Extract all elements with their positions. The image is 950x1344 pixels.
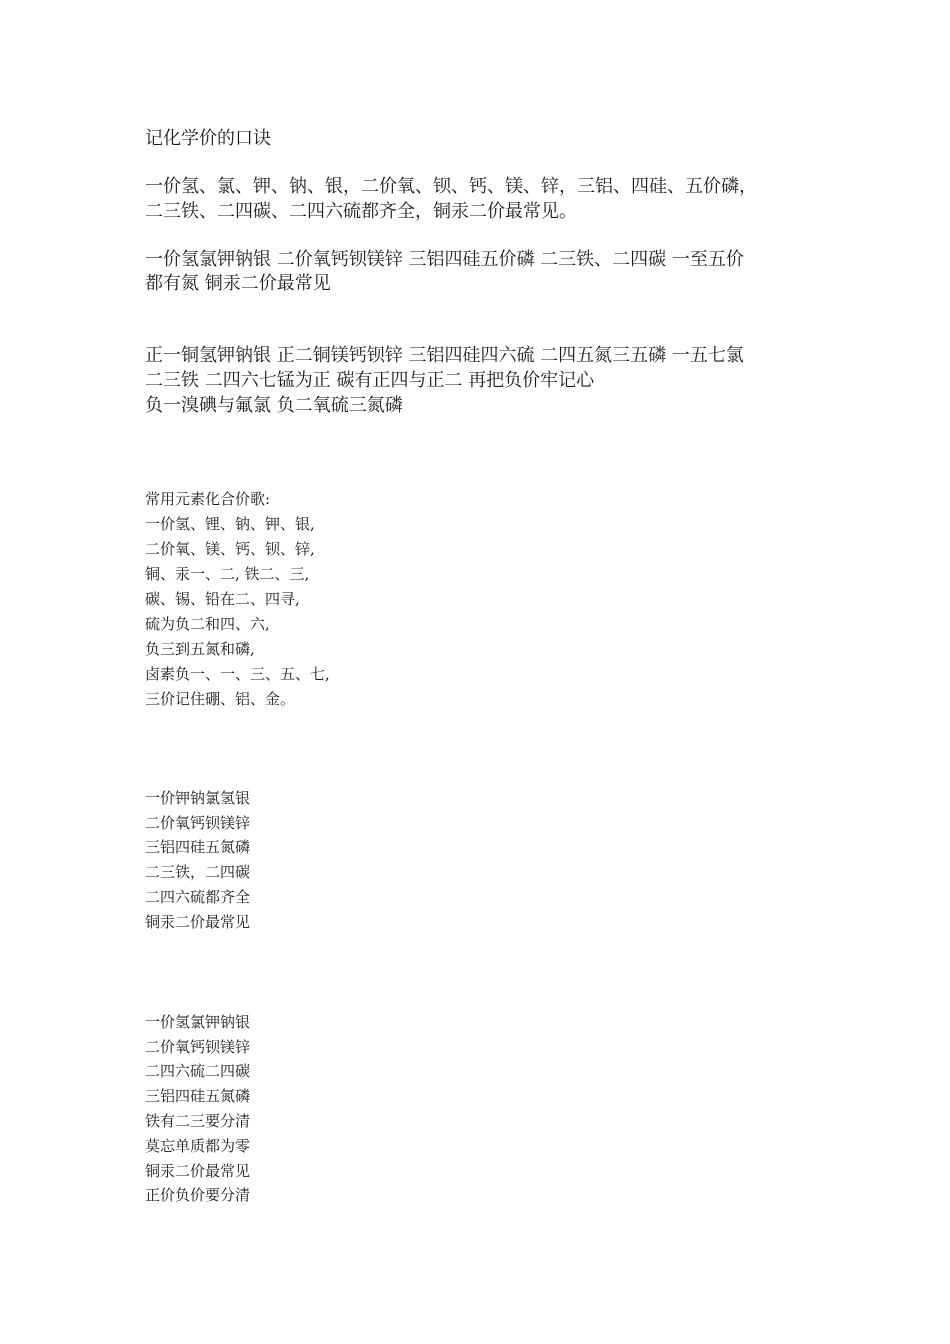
paragraph-3-line-3: 负一溴碘与氟氯 负二氧硫三氮磷 (145, 395, 403, 416)
song-1-line-9: 三价记住硼、铝、金。 (145, 690, 296, 708)
song-1-line-4: 铜、汞一、二, 铁二、三, (145, 565, 310, 583)
song-3-line-7: 铜汞二价最常见 (145, 1162, 251, 1180)
document-title: 记化学价的口诀 (145, 128, 271, 149)
song-1-line-8: 卤素负一、一、三、五、七, (145, 665, 330, 683)
song-1-line-2: 一价氢、锂、钠、钾、银, (145, 515, 315, 533)
paragraph-3-line-2: 二三铁 二四六七锰为正 碳有正四与正二 再把负价牢记心 (145, 370, 595, 391)
paragraph-2-line-2: 都有氮 铜汞二价最常见 (145, 273, 331, 294)
paragraph-2-line-1: 一价氢氯钾钠银 二价氧钙钡镁锌 三铝四硅五价磷 二三铁、二四碳 一至五价 (145, 249, 744, 270)
song-3-line-1: 一价氢氯钾钠银 (145, 1013, 251, 1031)
song-1-line-5: 碳、锡、铅在二、四寻, (145, 590, 300, 608)
song-3-line-8: 正价负价要分清 (145, 1186, 251, 1204)
song-2-line-3: 三铝四硅五氮磷 (145, 838, 251, 856)
paragraph-1-line-1: 一价氢、氯、钾、钠、银，二价氧、钡、钙、镁、锌，三铝、四硅、五价磷， (145, 176, 757, 197)
song-2-line-2: 二价氧钙钡镁锌 (145, 814, 251, 832)
song-3-line-3: 二四六硫二四碳 (145, 1062, 251, 1080)
song-2-line-4: 二三铁，二四碳 (145, 863, 251, 881)
song-3-line-5: 铁有二三要分清 (145, 1112, 251, 1130)
song-2-line-5: 二四六硫都齐全 (145, 888, 251, 906)
song-3-line-4: 三铝四硅五氮磷 (145, 1087, 251, 1105)
song-3-line-6: 莫忘单质都为零 (145, 1137, 251, 1155)
song-2-line-6: 铜汞二价最常见 (145, 913, 251, 931)
song-2-line-1: 一价钾钠氯氢银 (145, 789, 251, 807)
paragraph-1-line-2: 二三铁、二四碳、二四六硫都齐全，铜汞二价最常见。 (145, 201, 577, 222)
song-3-line-2: 二价氧钙钡镁锌 (145, 1038, 251, 1056)
song-1-line-1: 常用元素化合价歌: (145, 490, 271, 508)
song-1-line-6: 硫为负二和四、六, (145, 615, 270, 633)
paragraph-3-line-1: 正一铜氢钾钠银 正二铜镁钙钡锌 三铝四硅四六硫 二四五氮三五磷 一五七氯 (145, 345, 744, 366)
song-1-line-3: 二价氧、镁、钙、钡、锌, (145, 540, 315, 558)
song-1-line-7: 负三到五氮和磷, (145, 640, 255, 658)
